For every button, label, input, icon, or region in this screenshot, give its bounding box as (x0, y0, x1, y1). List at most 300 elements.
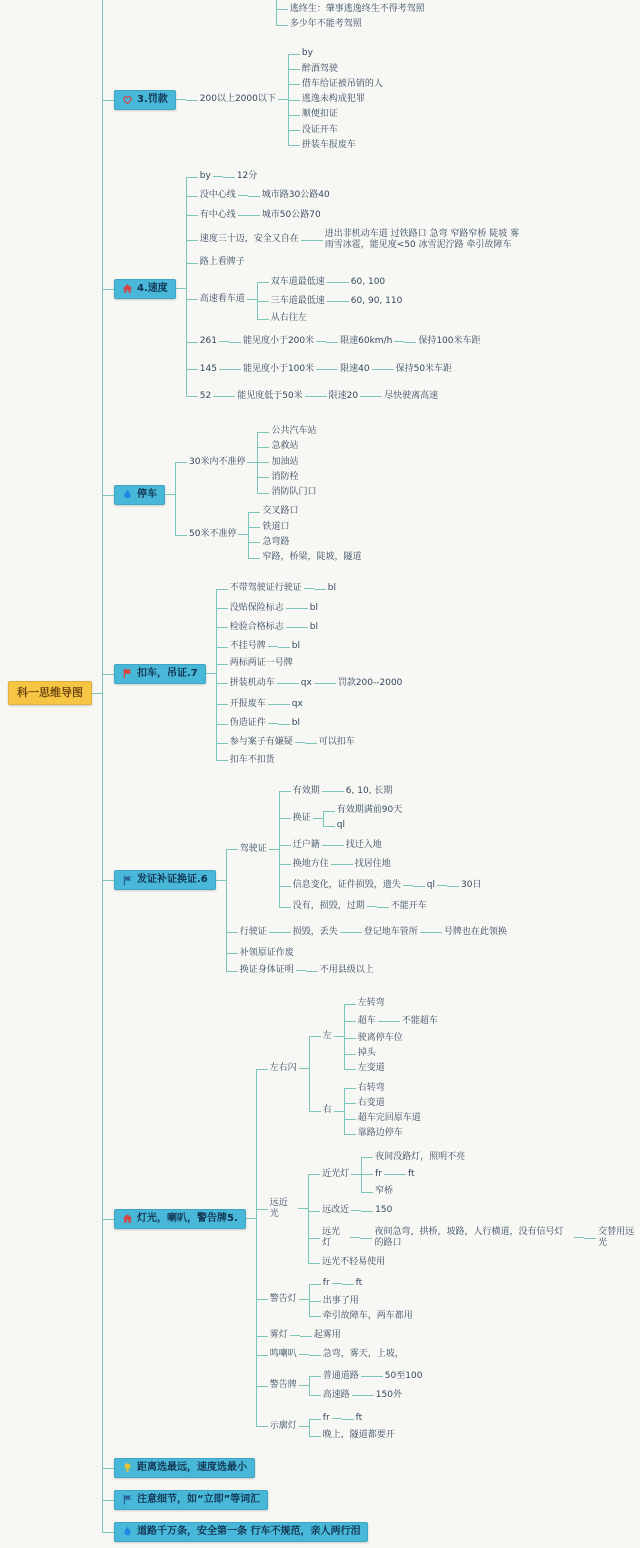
node-text: 261 (199, 336, 217, 347)
mindmap-node[interactable] (228, 718, 268, 729)
node-text: 检验合格标志 (229, 621, 284, 632)
mindmap-node[interactable] (228, 641, 268, 652)
mindmap-node[interactable] (238, 927, 269, 938)
branch-row (102, 38, 640, 161)
node-text: bl (291, 718, 300, 728)
node-text: 能见度小于100米 (242, 363, 315, 374)
mindmap-node[interactable] (228, 603, 286, 614)
mindmap-node[interactable] (291, 927, 340, 938)
mindmap-node[interactable] (354, 1278, 365, 1289)
connector-line (299, 1354, 309, 1355)
node-text: 靠路边停车 (357, 1128, 403, 1139)
branch-row (216, 695, 405, 714)
mindmap-node[interactable] (198, 210, 238, 221)
mindmap-node[interactable] (288, 19, 364, 30)
branch-row (223, 169, 259, 184)
mindmap-node[interactable] (290, 718, 302, 729)
mindmap-node[interactable] (321, 1296, 361, 1307)
node-text: 远改近 (322, 1205, 350, 1216)
branch-row (216, 733, 405, 752)
node-text: 30日 (461, 880, 482, 890)
mindmap-node[interactable] (356, 1063, 387, 1074)
mindmap-node[interactable] (353, 859, 393, 870)
connector-line (269, 932, 279, 933)
mindmap-node[interactable] (356, 1128, 405, 1139)
connector-line (299, 1385, 309, 1386)
mindmap-node[interactable] (425, 880, 437, 891)
branch-row (248, 188, 332, 203)
mindmap-node[interactable] (269, 426, 318, 437)
mindmap-node[interactable] (321, 1430, 397, 1441)
mindmap-node[interactable] (356, 1113, 423, 1124)
branch-row (309, 1386, 425, 1405)
node-text: 换证身体证明 (239, 965, 294, 975)
node-text: 警告牌 (269, 1380, 297, 1391)
connector-line (299, 1299, 309, 1300)
mindmap-node[interactable] (349, 296, 405, 307)
node-text: 保持100米车距 (418, 336, 481, 347)
mindmap-node[interactable] (326, 583, 338, 594)
mindmap-node[interactable] (321, 1371, 361, 1382)
mindmap-node[interactable] (269, 457, 300, 468)
mindmap-node[interactable] (238, 965, 296, 976)
branch-row (361, 1165, 467, 1184)
mindmap-node[interactable] (382, 391, 440, 402)
connector-line (213, 176, 223, 177)
mindmap-node[interactable] (459, 880, 483, 891)
mindmap-node[interactable] (373, 1169, 384, 1180)
mindmap-node[interactable] (389, 901, 429, 912)
mindmap-node[interactable] (300, 125, 340, 136)
branch-row (279, 801, 484, 836)
node-text: 左变道 (357, 1063, 385, 1074)
branch-row (341, 857, 393, 872)
connector-line (420, 932, 430, 933)
mindmap-node[interactable] (228, 755, 277, 766)
mindmap-node[interactable] (187, 457, 247, 468)
branch-row (344, 1061, 440, 1076)
mindmap-node[interactable] (291, 786, 322, 797)
connector-line (384, 1174, 394, 1175)
branch-topic[interactable] (114, 1490, 268, 1510)
mindmap-node[interactable] (335, 805, 404, 816)
mindmap-node[interactable] (321, 1390, 352, 1401)
branch-row (248, 550, 363, 565)
mindmap-node[interactable] (373, 1186, 395, 1197)
mindmap-node[interactable] (356, 1098, 387, 1109)
branch-row (288, 138, 385, 153)
mindmap-node[interactable] (260, 506, 300, 517)
mindmap-node[interactable] (327, 391, 360, 402)
branch-row (309, 1294, 415, 1309)
mindmap-node[interactable] (198, 294, 247, 305)
connector-line (268, 646, 278, 647)
branch-topic[interactable] (114, 485, 165, 505)
connector-line (176, 99, 186, 100)
mindmap-node[interactable] (373, 1205, 394, 1216)
node-text: bl (327, 583, 336, 594)
connector-line (269, 849, 279, 850)
mindmap-node[interactable] (321, 1031, 334, 1042)
connector-line (340, 932, 350, 933)
branch-row (394, 1167, 417, 1182)
node-text: 52 (199, 390, 212, 401)
mindmap-node[interactable] (260, 537, 291, 548)
node-text: 远光灯 (322, 1226, 341, 1248)
mindmap-node[interactable] (291, 840, 322, 851)
mindmap-node[interactable] (349, 277, 387, 288)
mindmap-node[interactable] (290, 641, 302, 652)
branch-row (361, 1203, 394, 1218)
node-text: 扣车不扣货 (229, 754, 275, 765)
node-text: 多少年不能考驾照 (289, 19, 362, 29)
node-text: 高速看车道 (199, 293, 245, 304)
branch-row (360, 1223, 640, 1254)
node-text: 右 (322, 1105, 332, 1116)
mindmap-node[interactable] (300, 48, 315, 59)
node-text: qx (291, 698, 303, 709)
mindmap-node[interactable] (268, 1198, 298, 1221)
mindmap-node[interactable] (198, 171, 213, 182)
mindmap-node[interactable] (300, 109, 340, 120)
mindmap-node[interactable] (288, 4, 427, 15)
mindmap-node[interactable] (317, 737, 357, 748)
branch-row (323, 818, 404, 833)
node-text: 换地方住 (292, 858, 329, 869)
node-text: 6, 10, 长期 (345, 785, 393, 796)
connector-line (298, 1208, 308, 1209)
mindmap-node[interactable] (356, 998, 387, 1009)
branch-row (186, 383, 527, 410)
home-icon (122, 283, 133, 294)
mindmap-node[interactable] (238, 948, 296, 959)
mindmap-node[interactable] (269, 472, 300, 483)
mindmap-node[interactable] (291, 813, 313, 824)
connector-line (322, 791, 332, 792)
node-text: 进出非机动车道 过铁路口 急弯 窄路窄桥 陡坡 雾雨雪冰雹，能见度<50 冰雪泥泞路 牵引故障车 (324, 228, 520, 250)
mindmap-node[interactable] (321, 1413, 332, 1424)
node-text: 道路千万条，安全第一条 行车不规范，亲人两行泪 (137, 1525, 361, 1537)
node-text: 牵引故障车，两车都用 (322, 1310, 413, 1321)
branch-row (256, 1272, 640, 1326)
branch-topic[interactable] (114, 279, 176, 299)
node-text: 驾驶证 (239, 843, 267, 854)
node-text: 急弯路 (262, 536, 290, 547)
mindmap-node[interactable] (198, 234, 301, 245)
branch-row (344, 996, 440, 1011)
branch-row (430, 925, 509, 940)
mindmap-node[interactable] (198, 257, 247, 268)
branch-row (102, 161, 640, 416)
branch-row (288, 77, 385, 92)
mindmap-node[interactable] (338, 336, 394, 347)
node-text: 超车 (357, 1015, 376, 1026)
mindmap-node[interactable] (228, 699, 268, 710)
mindmap-node[interactable] (356, 1016, 378, 1027)
connector-line (394, 341, 404, 342)
mindmap-node[interactable] (336, 678, 405, 689)
branch-row (278, 697, 305, 712)
branch-row (226, 919, 509, 946)
mindmap-node[interactable] (268, 1063, 299, 1074)
mindmap-node[interactable] (198, 190, 238, 201)
mindmap-node[interactable] (198, 391, 213, 402)
node-text: 迁户籍 (292, 839, 320, 850)
node-text: 左右闪 (269, 1063, 297, 1074)
mindmap-node[interactable] (320, 1169, 351, 1180)
mindmap-node[interactable] (338, 364, 371, 375)
mindmap-node[interactable] (321, 1349, 406, 1360)
mindmap-node[interactable] (235, 391, 304, 402)
mindmap-node[interactable] (228, 622, 286, 633)
node-text: 有中心线 (199, 209, 236, 220)
mindmap-node[interactable] (260, 552, 363, 563)
connector-line (286, 627, 296, 628)
mindmap-node[interactable] (344, 840, 384, 851)
node-text: 速度三十迈，安全又自在 (199, 234, 299, 245)
mindmap-node[interactable] (198, 336, 219, 347)
branch-row (337, 275, 387, 290)
mindmap-node[interactable] (344, 786, 395, 797)
branch-row (279, 855, 484, 874)
branch-row (342, 1411, 365, 1426)
connector-line (286, 608, 296, 609)
branch-row (102, 573, 640, 774)
mindmap-node[interactable] (320, 1227, 350, 1250)
mindmap-node[interactable] (269, 296, 327, 307)
connector-line (268, 704, 278, 705)
node-text: 伪造证件 (229, 718, 266, 728)
mindmap-node[interactable] (228, 678, 277, 689)
mindmap-node[interactable] (198, 94, 278, 105)
branch-row (288, 62, 385, 77)
mindmap-node[interactable] (318, 965, 376, 976)
branch-row (288, 92, 385, 107)
node-text: 保持50米车距 (395, 363, 453, 374)
mindmap-node[interactable] (308, 603, 320, 614)
branch-topic[interactable] (114, 664, 206, 684)
mindmap-node[interactable] (269, 441, 300, 452)
mindmap-node[interactable] (320, 1257, 387, 1268)
node-text: 信息变化，证件损毁，遗失 (292, 880, 401, 890)
mindmap-node[interactable] (362, 927, 420, 938)
mindmap-node[interactable] (268, 1349, 299, 1360)
connector-line (361, 1376, 371, 1377)
branch-row (248, 535, 363, 550)
node-text: 窄桥 (375, 1186, 394, 1196)
branch-row (257, 273, 405, 292)
mindmap-node[interactable] (321, 1311, 415, 1322)
branch-topic[interactable] (114, 1458, 255, 1478)
connector-line (378, 1021, 388, 1022)
connector-line (238, 215, 248, 216)
mindmap-node[interactable] (269, 313, 309, 324)
branch-topic[interactable] (114, 1209, 246, 1229)
node-text: 罚款200--2000 (337, 677, 403, 688)
node-text: 尽快驶离高速 (384, 390, 439, 401)
branch-row (186, 44, 385, 155)
branch-row (309, 1309, 415, 1324)
connector-line (314, 683, 324, 684)
mindmap-node[interactable] (373, 1152, 467, 1163)
node-text: 示廓灯 (269, 1420, 297, 1431)
mindmap-node[interactable] (198, 364, 219, 375)
mindmap-node[interactable] (374, 1390, 404, 1401)
mindmap-node[interactable] (383, 1371, 425, 1382)
node-text: 高速路 (322, 1389, 350, 1400)
mindmap-node[interactable] (312, 1330, 343, 1341)
mindmap-node[interactable] (354, 1413, 365, 1424)
branch-row (323, 803, 404, 818)
connector-line (403, 885, 413, 886)
branch-topic[interactable] (114, 1522, 368, 1542)
mindmap-node[interactable] (320, 1205, 351, 1216)
mindmap-node[interactable] (187, 529, 238, 540)
node-text: 登记地车管所 (363, 926, 418, 937)
branch-row (337, 294, 405, 309)
node-text: 有效期 (292, 785, 320, 796)
node-text: 12分 (236, 171, 258, 181)
node-text: 发证补证换证.6 (137, 874, 208, 885)
node-text: 可以扣车 (318, 737, 355, 748)
mindmap-node[interactable] (235, 171, 259, 182)
mindmap-node[interactable] (372, 1227, 574, 1250)
branch-topic[interactable] (114, 90, 176, 110)
mindmap-node[interactable] (260, 210, 323, 221)
branch-row (186, 225, 527, 256)
mindmap-node[interactable] (268, 1294, 299, 1305)
connector-line (437, 885, 447, 886)
mindmap-node[interactable] (268, 1421, 299, 1432)
node-text: bl (291, 641, 300, 651)
node-text: 出事了用 (322, 1295, 359, 1306)
branch-row (344, 1081, 423, 1096)
connector-line (327, 282, 337, 283)
node-text: 扣车，吊证.7 (137, 667, 198, 679)
mindmap-node[interactable] (321, 1105, 334, 1116)
mindmap-node[interactable] (356, 1033, 405, 1044)
branch-row (186, 206, 527, 225)
branch-topic[interactable] (114, 870, 216, 890)
node-text: 限速20 (328, 390, 359, 401)
node-text: 消防栓 (271, 471, 299, 482)
bulb-icon (122, 1462, 133, 1473)
node-text: 交替用远光 (598, 1226, 635, 1248)
mindmap-node[interactable] (300, 140, 358, 151)
mindmap-node[interactable] (260, 190, 332, 201)
mindmap-node[interactable] (394, 364, 454, 375)
branch-row (324, 676, 405, 691)
flame-icon (122, 489, 133, 500)
node-text: 距离选最远，速度选最小 (137, 1461, 247, 1473)
branch-row (308, 1221, 640, 1256)
branch-row (279, 874, 484, 897)
home-icon (122, 1213, 133, 1224)
mindmap-node[interactable] (400, 1016, 440, 1027)
mindmap-node[interactable] (335, 820, 347, 831)
node-text: 远近光 (269, 1197, 288, 1219)
branch-row (314, 581, 338, 596)
flag-icon (122, 668, 133, 679)
mindmap-node[interactable] (291, 901, 367, 912)
mindmap-node[interactable] (596, 1227, 640, 1250)
branch-row (344, 1012, 440, 1031)
mindmap-node[interactable] (269, 487, 318, 498)
mindmap-node[interactable] (241, 364, 316, 375)
mindmap-node[interactable] (300, 64, 340, 75)
connector-line (332, 1283, 342, 1284)
root-topic[interactable] (8, 681, 92, 704)
mindmap-node[interactable] (300, 79, 385, 90)
node-text: 50至100 (384, 1370, 423, 1381)
node-text: 从右往左 (270, 313, 307, 323)
branch-row (342, 1276, 365, 1291)
node-text: 找居住地 (354, 858, 391, 869)
mindmap-node[interactable] (323, 229, 527, 252)
branch-row (377, 899, 429, 914)
connector-line (334, 1111, 344, 1112)
mindmap-node[interactable] (269, 277, 327, 288)
branch-row (257, 485, 318, 500)
connector-line (278, 99, 288, 100)
branch-row (256, 1326, 640, 1345)
branch-row (447, 878, 483, 893)
mindmap-node[interactable] (241, 336, 316, 347)
mindmap-node[interactable] (416, 336, 482, 347)
mindmap-node[interactable] (228, 737, 295, 748)
mindmap-node[interactable] (291, 880, 403, 891)
branch-row (102, 774, 640, 987)
connector-line (574, 1237, 584, 1238)
mindmap-node[interactable] (228, 658, 295, 669)
node-text: by (199, 171, 211, 181)
mindmap-node[interactable] (290, 699, 305, 710)
branch-row (382, 362, 454, 377)
node-text: ql (426, 880, 436, 890)
node-text: 找迁入地 (345, 839, 382, 850)
mindmap-node[interactable] (268, 1330, 290, 1341)
branch-row (326, 360, 454, 379)
node-text: ft (408, 1168, 415, 1179)
mindmap-node[interactable] (268, 1380, 299, 1391)
mindmap-node[interactable] (291, 859, 331, 870)
mindmap-node[interactable] (300, 94, 367, 105)
node-text: 驶离停车位 (357, 1032, 403, 1043)
mindmap-node[interactable] (299, 678, 314, 689)
mindmap-node[interactable] (228, 583, 304, 594)
branch-row (584, 1225, 640, 1252)
node-text: 右转弯 (357, 1082, 385, 1093)
branch-row (216, 618, 405, 637)
node-text: fr (322, 1413, 330, 1423)
node-text: 双车道最低速 (270, 276, 325, 287)
mindmap-node[interactable] (406, 1169, 417, 1180)
node-text: 4.速度 (137, 282, 168, 294)
mindmap-node[interactable] (308, 622, 320, 633)
branch-row (278, 639, 302, 654)
node-text: 两标两证一号牌 (229, 658, 293, 669)
node-text: 逃逸未构成犯罪 (301, 94, 365, 104)
mindmap-node[interactable] (356, 1083, 387, 1094)
connector-line (352, 1395, 362, 1396)
node-text: 损毁，丢失 (292, 926, 338, 937)
mindmap-node[interactable] (442, 927, 509, 938)
mindmap-node[interactable] (238, 844, 269, 855)
branch-row (216, 672, 405, 695)
mindmap-node[interactable] (356, 1048, 378, 1059)
mindmap-node[interactable] (260, 522, 291, 533)
mindmap-node[interactable] (321, 1278, 332, 1289)
